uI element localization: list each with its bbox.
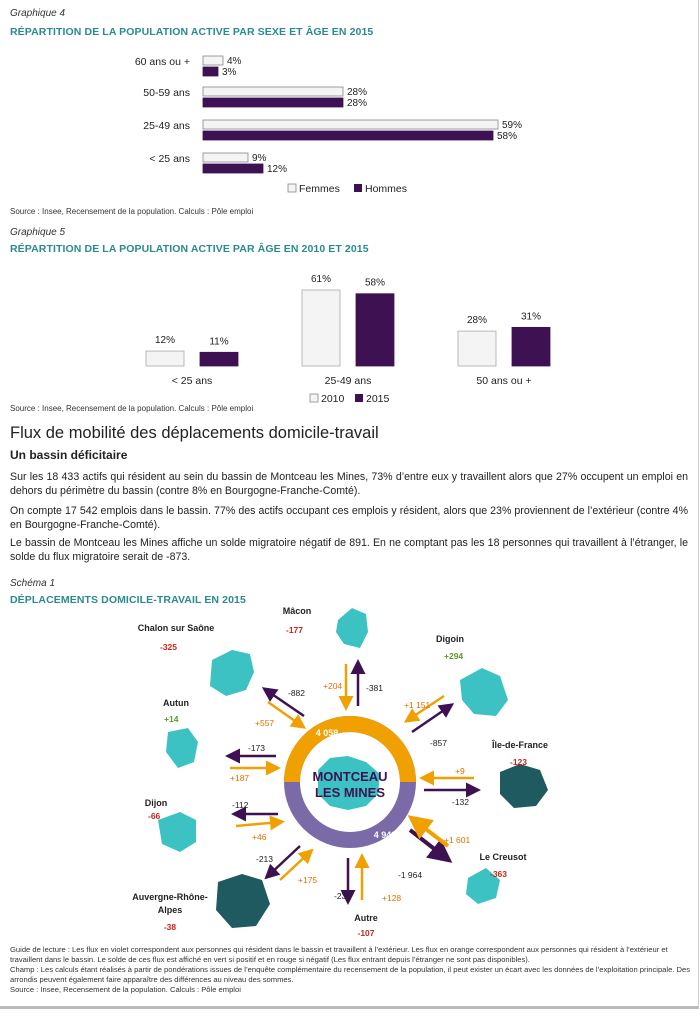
chart4-value-label: 59% xyxy=(502,120,523,131)
flow-out: -1 964 xyxy=(398,870,423,880)
schema1-label: Schéma 1 xyxy=(10,578,56,589)
graph5-source: Source : Insee, Recensement de la population. Calculs : Pôle emploi xyxy=(10,404,254,413)
chart4-bar xyxy=(203,120,498,129)
digoin-map xyxy=(460,668,508,716)
place-solde: -66 xyxy=(148,811,161,821)
chart5-value-label: 61% xyxy=(310,274,332,285)
chart4-legend-swatch xyxy=(288,184,296,192)
chart5-value-label: 12% xyxy=(154,335,176,347)
place-name: Dijon xyxy=(144,798,168,808)
flow-in: +1 601 xyxy=(444,835,471,845)
flow-in: +187 xyxy=(230,773,250,783)
place-solde: -363 xyxy=(490,869,508,879)
flow-out: -112 xyxy=(232,800,249,810)
graph4-label: Graphique 4 xyxy=(10,8,66,19)
schema1-title: DÉPLACEMENTS DOMICILE-TRAVAIL EN 2015 xyxy=(10,594,246,606)
place-solde: -123 xyxy=(510,757,528,767)
graph4-title: RÉPARTITION DE LA POPULATION ACTIVE PAR SEXE ET ÂGE EN 2015 xyxy=(10,26,374,38)
ring-in-value: 4 058 xyxy=(315,728,339,738)
chart5-value-label: 58% xyxy=(364,277,386,289)
graph5-label: Graphique 5 xyxy=(10,227,66,238)
place-name: Chalon sur Saône xyxy=(137,623,215,633)
autun-map xyxy=(166,728,198,768)
place-name: Le Creusot xyxy=(479,852,527,862)
flow-out: -882 xyxy=(288,688,306,698)
center-label-2: LES MINES xyxy=(314,785,386,800)
chart4 xyxy=(0,42,700,204)
graph5-title: RÉPARTITION DE LA POPULATION ACTIVE PAR ÂGE EN 2010 ET 2015 xyxy=(10,243,369,255)
chart4-bar xyxy=(203,67,218,76)
chart5-bar xyxy=(356,294,394,366)
place-name: Mâcon xyxy=(282,606,312,616)
flow-in: +128 xyxy=(382,893,402,903)
chart4-value-label: 4% xyxy=(227,56,242,67)
chart4-value-label: 58% xyxy=(497,131,518,142)
chart5-bar xyxy=(200,352,238,366)
chalon-map xyxy=(210,650,254,696)
chart4-category-label: < 25 ans xyxy=(149,153,190,165)
chart5-category-label: 25-49 ans xyxy=(324,375,372,387)
chart4-value-label: 12% xyxy=(267,164,288,175)
flow-out: -132 xyxy=(452,797,470,807)
chart4-legend-label: Femmes xyxy=(299,183,340,195)
flow-in: +9 xyxy=(455,766,465,776)
ring-out-value: 4 949 xyxy=(373,830,397,840)
chart5-bar xyxy=(302,290,340,366)
paragraph-3: Le bassin de Montceau les Mines affiche un solde migratoire négatif de 891. En ne comptant pas les 18 personnes qui travaillent à l’étranger, le solde du flux migratoire serait de -873. xyxy=(10,537,688,563)
chart5-legend-swatch xyxy=(310,394,318,402)
chart4-category-label: 50-59 ans xyxy=(143,87,190,99)
chart5-legend-label: 2015 xyxy=(366,393,390,403)
flow-in: +1 151 xyxy=(404,700,431,710)
chart5-category-label: < 25 ans xyxy=(171,375,213,387)
place-name: Autre xyxy=(354,913,378,923)
flow-in: +557 xyxy=(255,718,275,728)
chart5-value-label: 28% xyxy=(466,315,488,327)
chart5-legend-swatch xyxy=(355,394,363,402)
graph4-source: Source : Insee, Recensement de la population. Calculs : Pôle emploi xyxy=(10,207,254,216)
chart4-bar xyxy=(203,98,343,107)
flow-out: -857 xyxy=(430,738,448,748)
flow-out: -235 xyxy=(334,891,352,901)
place-solde: -107 xyxy=(357,928,375,938)
paragraph-2: On compte 17 542 emplois dans le bassin. 77% des actifs occupant ces emplois y résident, alors que 23% proviennent de l’extérieur (contre 4% en Bourgogne-Franche-Comté). xyxy=(10,505,688,531)
chart4-bar xyxy=(203,164,263,173)
chart4-value-label: 3% xyxy=(222,67,237,78)
dijon-map xyxy=(158,812,196,852)
chart5-category-label: 50 ans ou + xyxy=(476,375,532,387)
place-name: Autun xyxy=(163,698,189,708)
chart5-bar xyxy=(146,351,184,366)
idf-map xyxy=(500,764,548,808)
chart4-value-label: 28% xyxy=(347,98,368,109)
center-label-1: MONTCEAU xyxy=(312,769,388,784)
flow-in: +46 xyxy=(252,832,267,842)
chart5-value-label: 31% xyxy=(520,311,542,323)
flow-out: -213 xyxy=(256,854,274,864)
place-solde: +294 xyxy=(444,651,464,661)
place-solde: +14 xyxy=(164,714,179,724)
flow-out: -173 xyxy=(248,743,266,753)
place-solde: -177 xyxy=(286,625,304,635)
chart5-value-label: 11% xyxy=(209,336,229,348)
place-name: Auvergne-Rhône- xyxy=(132,892,208,902)
chart5-legend-label: 2010 xyxy=(321,393,345,403)
place-name: Île-de-France xyxy=(491,740,549,750)
chart5 xyxy=(0,258,700,403)
chart4-bar xyxy=(203,131,493,140)
chart5-bar xyxy=(458,331,496,366)
place-name: Digoin xyxy=(436,634,464,644)
chart4-legend-swatch xyxy=(354,184,362,192)
paragraph-1: Sur les 18 433 actifs qui résident au sein du bassin de Montceau les Mines, 73% d’entre eux y travaillent alors que 27% occupent un emploi en dehors du périmètre du bassin (contre 8% en Bourgogne-Franche-Comté). xyxy=(10,471,688,497)
chart4-value-label: 9% xyxy=(252,153,267,164)
guide-scope: Champ : Les calculs étant réalisés à partir de pondérations issues de l’enquête complémentaire du recensement de la population, il peut exister un écart avec les données de l’exploitation principale. Des arrondis peuvent également faire apparaître des différences au niveau des sommes. xyxy=(10,965,691,984)
guide-source: Source : Insee, Recensement de la population. Calculs : Pôle emploi xyxy=(10,985,241,994)
guide-reading: Guide de lecture : Les flux en violet correspondent aux personnes qui résident dans le bassin et travaillent à l’extérieur. Les flux en orange correspondent aux personnes qui résident à l’extérieur et travaillent dans le bassin. Le solde de ces flux est affiché en vert si positif et en rouge si négatif (Les flux entrant depuis l’étranger ne sont pas disponibles). xyxy=(10,945,668,964)
flow-in: +175 xyxy=(298,875,318,885)
chart4-category-label: 60 ans ou + xyxy=(134,56,190,68)
flow-diagram xyxy=(0,600,700,940)
section-heading: Flux de mobilité des déplacements domicile-travail xyxy=(10,424,379,442)
flow-out: -381 xyxy=(366,683,384,693)
ara-map xyxy=(216,874,270,928)
chart4-value-label: 28% xyxy=(347,87,368,98)
macon-map xyxy=(336,608,368,648)
chart4-category-label: 25-49 ans xyxy=(143,120,190,132)
place-name: Alpes xyxy=(157,905,183,915)
center-ring xyxy=(292,724,408,840)
flow-in: +204 xyxy=(323,681,343,691)
chart5-bar xyxy=(512,327,550,366)
chart4-bar xyxy=(203,153,248,162)
chart4-legend-label: Hommes xyxy=(365,183,408,195)
place-solde: -325 xyxy=(160,642,178,652)
place-solde: -38 xyxy=(163,922,177,932)
chart4-bar xyxy=(203,87,343,96)
chart4-bar xyxy=(203,56,223,65)
section-subheading: Un bassin déficitaire xyxy=(10,448,128,462)
schema1-guide xyxy=(10,945,694,995)
